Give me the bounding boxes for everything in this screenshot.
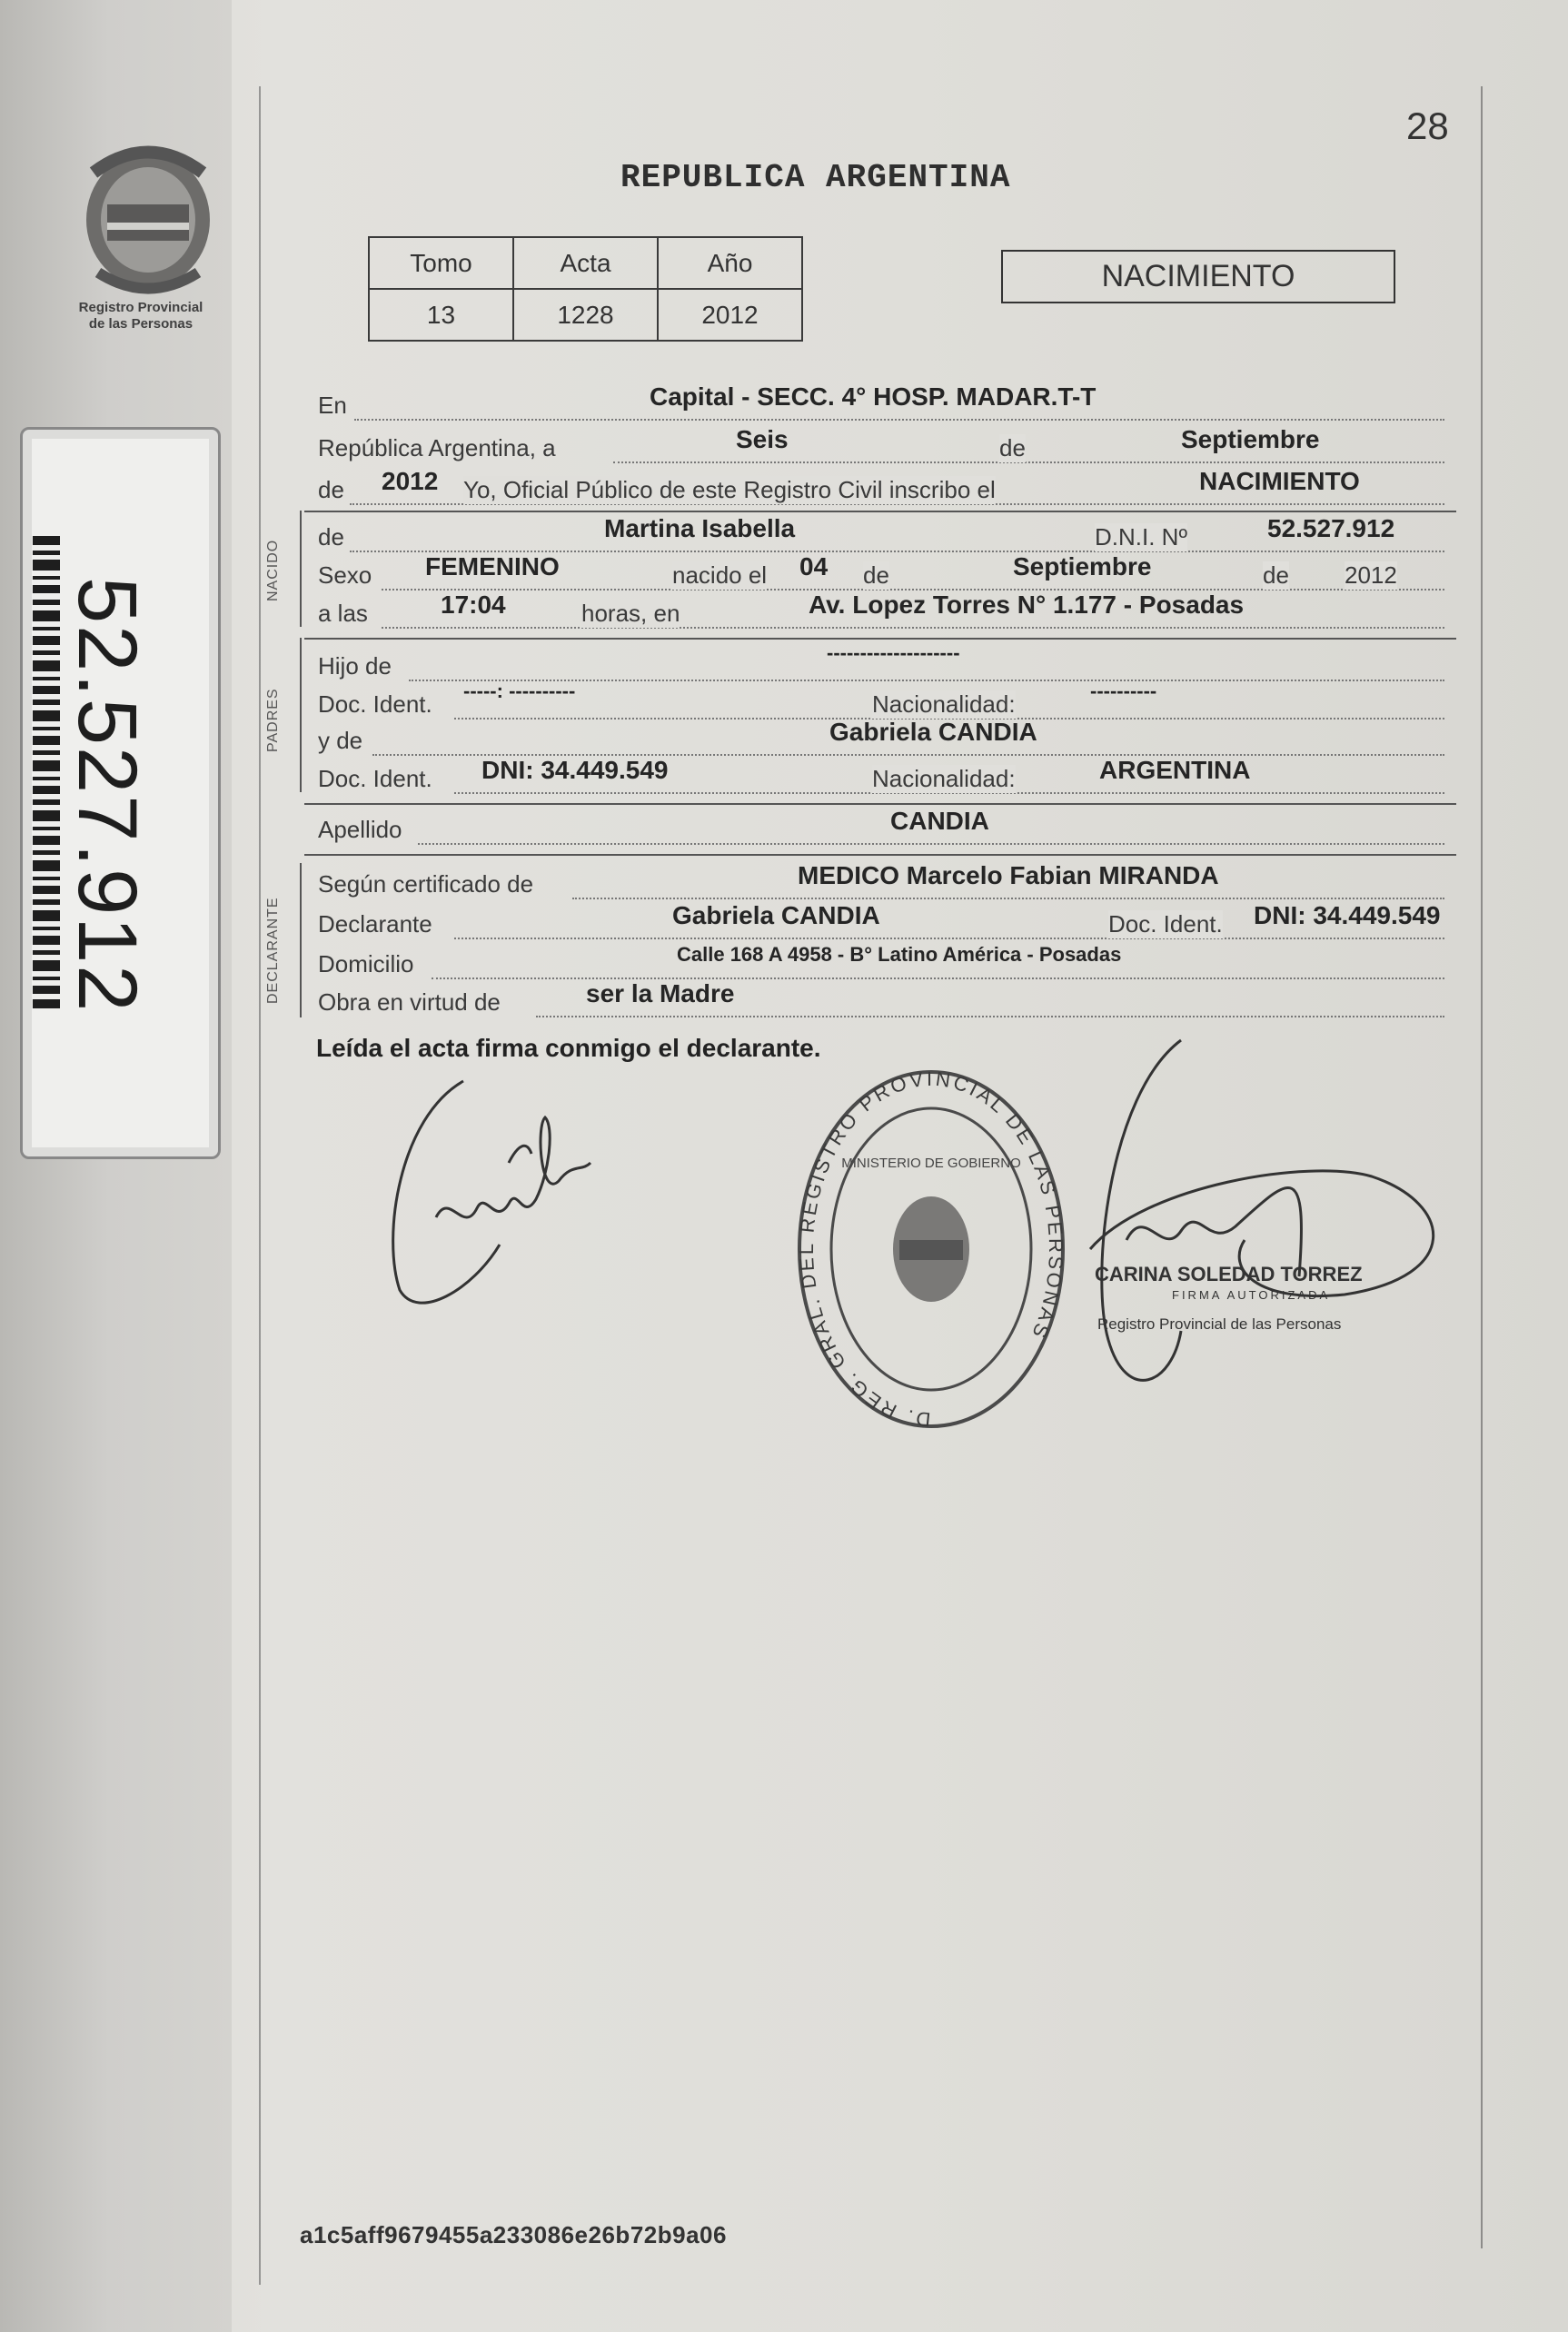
official-signature-icon <box>1072 1022 1472 1440</box>
section-padres: PADRES <box>265 688 281 752</box>
reference-table <box>368 236 803 342</box>
left-strip <box>0 0 232 2332</box>
official-seal-icon <box>790 1063 1072 1444</box>
lugar-inscripcion: Capital - SECC. 4° HOSP. MADAR.T-T <box>650 382 1097 411</box>
row-madre: y de Gabriela CANDIA <box>318 721 1454 758</box>
row-obra: Obra en virtud de ser la Madre <box>318 983 1454 1019</box>
lugar-nacimiento: Av. Lopez Torres N° 1.177 - Posadas <box>809 590 1245 619</box>
row-declarante: Declarante Gabriela CANDIA Doc. Ident. DNI: 34.449.549 <box>318 905 1454 941</box>
padre-documento: -----: ---------- <box>463 680 576 702</box>
row-hora: a las 17:04 horas, en Av. Lopez Torres N° 1.177 - Posadas <box>318 594 1454 630</box>
document-hash: a1c5aff9679455a233086e26b72b9a06 <box>300 2221 727 2248</box>
acta-header: Acta <box>513 237 658 289</box>
provincial-crest-icon <box>71 136 225 295</box>
row-republica: República Argentina, a Seis de Septiembre <box>318 429 1454 465</box>
left-margin-rule <box>259 86 261 2285</box>
official-name: CARINA SOLEDAD TORREZ <box>1095 1263 1363 1285</box>
dia-inscripcion: Seis <box>736 425 789 453</box>
seal-inner-text: MINISTERIO DE GOBIERNO <box>841 1156 1021 1171</box>
madre-nacionalidad: ARGENTINA <box>1099 756 1251 784</box>
madre-nombre: Gabriela CANDIA <box>829 718 1037 746</box>
row-apellido: Apellido CANDIA <box>318 810 1454 847</box>
row-en: En Capital - SECC. 4° HOSP. MADAR.T-T <box>318 386 1454 422</box>
apellido: CANDIA <box>890 807 989 835</box>
declarante-nombre: Gabriela CANDIA <box>672 901 880 929</box>
row-doc2: Doc. Ident. DNI: 34.449.549 Nacionalidad: ARGENTINA <box>318 759 1454 796</box>
padre-nacionalidad: ---------- <box>1090 680 1157 702</box>
anio-inscripcion: 2012 <box>382 467 439 495</box>
dni-label-vertical: 52.527.912 <box>61 577 154 1014</box>
row-hijo: Hijo de -------------------- <box>318 647 1454 683</box>
mes-nacimiento: Septiembre <box>1013 552 1152 581</box>
dni-nacido: 52.527.912 <box>1267 514 1395 542</box>
page-number: 28 <box>1406 104 1449 147</box>
sexo-nacido: FEMENINO <box>425 552 560 581</box>
hora-nacimiento: 17:04 <box>441 590 506 619</box>
declarante-documento: DNI: 34.449.549 <box>1254 901 1441 929</box>
dia-nacimiento: 04 <box>799 552 829 581</box>
official-role: FIRMA AUTORIZADA <box>1172 1288 1331 1302</box>
section-declarante: DECLARANTE <box>265 897 281 1004</box>
row-inscribo: de 2012 Yo, Oficial Público de este Registro Civil inscribo el NACIMIENTO <box>318 471 1454 507</box>
tomo-header: Tomo <box>369 237 513 289</box>
closing-statement: Leída el acta firma conmigo el declarante. <box>316 1034 821 1062</box>
row-domicilio: Domicilio Calle 168 A 4958 - B° Latino América - Posadas <box>318 945 1454 981</box>
mes-inscripcion: Septiembre <box>1181 425 1320 453</box>
row-certificado: Según certificado de MEDICO Marcelo Fabian MIRANDA <box>318 865 1454 901</box>
row-doc1: Doc. Ident. -----: ---------- Nacionalidad: ---------- <box>318 685 1454 721</box>
anio-header: Año <box>658 237 802 289</box>
record-type-box: NACIMIENTO <box>1001 250 1395 303</box>
madre-documento: DNI: 34.449.549 <box>481 756 669 784</box>
acta-value: 1228 <box>513 289 658 341</box>
medico-certificante: MEDICO Marcelo Fabian MIRANDA <box>798 861 1219 889</box>
section-nacido: NACIDO <box>265 539 281 601</box>
padre-nombre: -------------------- <box>827 641 960 664</box>
declarante-domicilio: Calle 168 A 4958 - B° Latino América - Posadas <box>677 943 1122 966</box>
right-margin-rule <box>1481 86 1483 2248</box>
anio-value: 2012 <box>658 289 802 341</box>
row-nombre: de Martina Isabella D.N.I. Nº 52.527.912 <box>318 518 1454 554</box>
row-sexo: Sexo FEMENINO nacido el 04 de Septiembre de 2012 <box>318 556 1454 592</box>
declarante-vinculo: ser la Madre <box>586 979 735 1007</box>
nombre-nacido: Martina Isabella <box>604 514 796 542</box>
document-title: REPUBLICA ARGENTINA <box>620 159 1011 196</box>
barcode-icon <box>33 536 60 1008</box>
official-agency: Registro Provincial de las Personas <box>1097 1315 1342 1333</box>
anio-nacimiento: 2012 <box>1345 561 1397 589</box>
agency-name: Registro Provincial de las Personas <box>78 300 203 332</box>
tipo-inscripcion: NACIMIENTO <box>1199 467 1360 495</box>
tomo-value: 13 <box>369 289 513 341</box>
svg-text:D. REG. GRAL. DEL REGISTRO PRO: D. REG. GRAL. DEL REGISTRO PROVINCIAL DE LAS PERSONAS <box>794 1067 1068 1432</box>
declarant-signature-icon <box>363 1054 654 1326</box>
